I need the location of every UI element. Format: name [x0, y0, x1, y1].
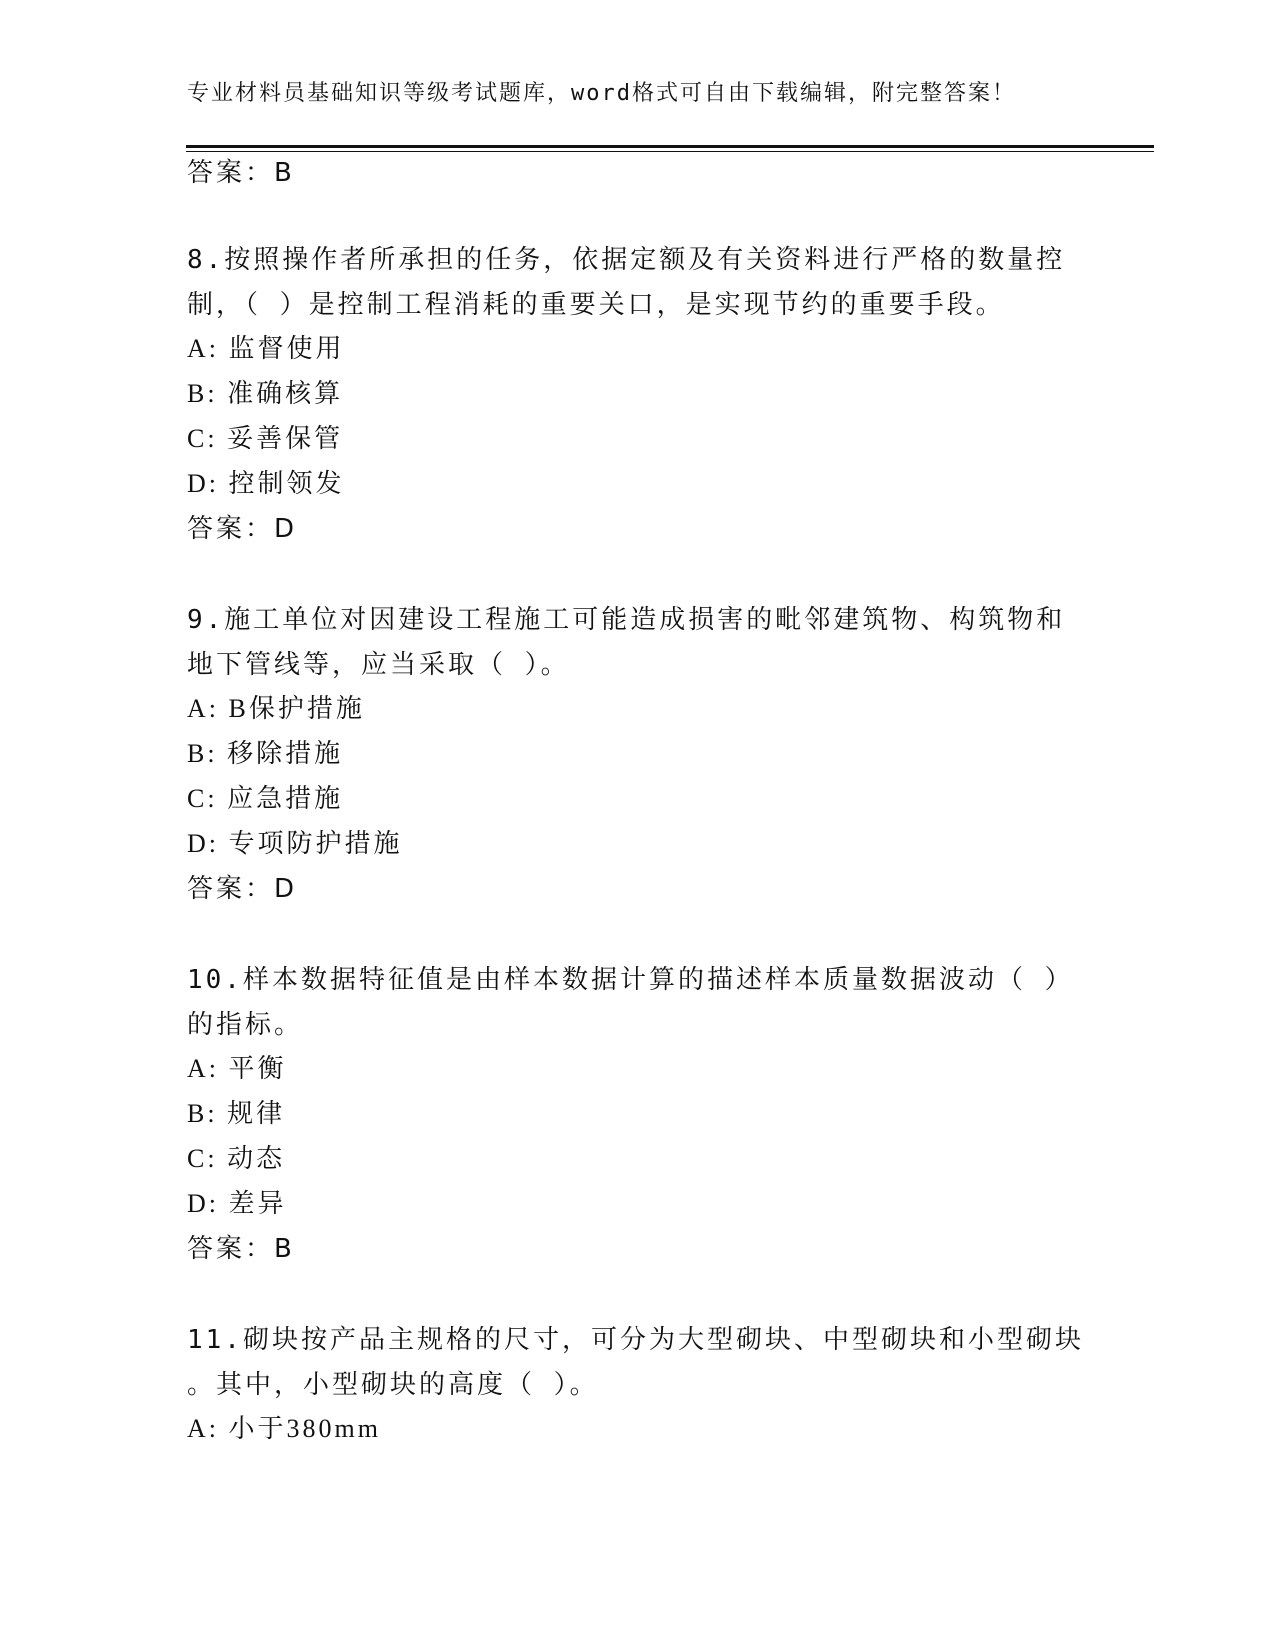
question-stem: 的指标。: [187, 1010, 304, 1040]
answer-label: 答案：D: [187, 514, 298, 544]
option-item: A: 监督使用: [187, 334, 345, 363]
page-header: 专业材料员基础知识等级考试题库，word格式可自由下载编辑，附完整答案！: [187, 81, 1016, 106]
question-stem: 地下管线等，应当采取（ ）。: [187, 650, 570, 680]
question-stem: 8.按照操作者所承担的任务，依据定额及有关资料进行严格的数量控: [187, 245, 1066, 275]
option-item: C: 妥善保管: [187, 424, 344, 453]
question-stem: 11.砌块按产品主规格的尺寸，可分为大型砌块、中型砌块和小型砌块: [187, 1325, 1084, 1355]
answer-label: 答案：B: [187, 158, 295, 188]
option-item: B: 准确核算: [187, 379, 344, 408]
option-item: C: 应急措施: [187, 784, 344, 813]
option-item: D: 专项防护措施: [187, 829, 403, 858]
option-item: A: 平衡: [187, 1054, 287, 1083]
header-rule-thick: [186, 145, 1154, 148]
option-item: A: 小于380mm: [187, 1414, 381, 1443]
option-item: A: B保护措施: [187, 694, 365, 723]
question-stem: 9.施工单位对因建设工程施工可能造成损害的毗邻建筑物、构筑物和: [187, 605, 1066, 635]
answer-label: 答案：D: [187, 874, 298, 904]
option-item: D: 差异: [187, 1189, 287, 1218]
question-stem: 制，（ ）是控制工程消耗的重要关口，是实现节约的重要手段。: [187, 290, 1005, 320]
option-item: B: 移除措施: [187, 739, 344, 768]
header-rule-thin: [186, 151, 1154, 152]
answer-label: 答案：B: [187, 1234, 295, 1264]
option-item: B: 规律: [187, 1099, 286, 1128]
option-item: C: 动态: [187, 1144, 286, 1173]
question-stem: 。其中，小型砌块的高度（ ）。: [187, 1370, 599, 1400]
option-item: D: 控制领发: [187, 469, 345, 498]
question-stem: 10.样本数据特征值是由样本数据计算的描述样本质量数据波动（ ）: [187, 965, 1074, 995]
